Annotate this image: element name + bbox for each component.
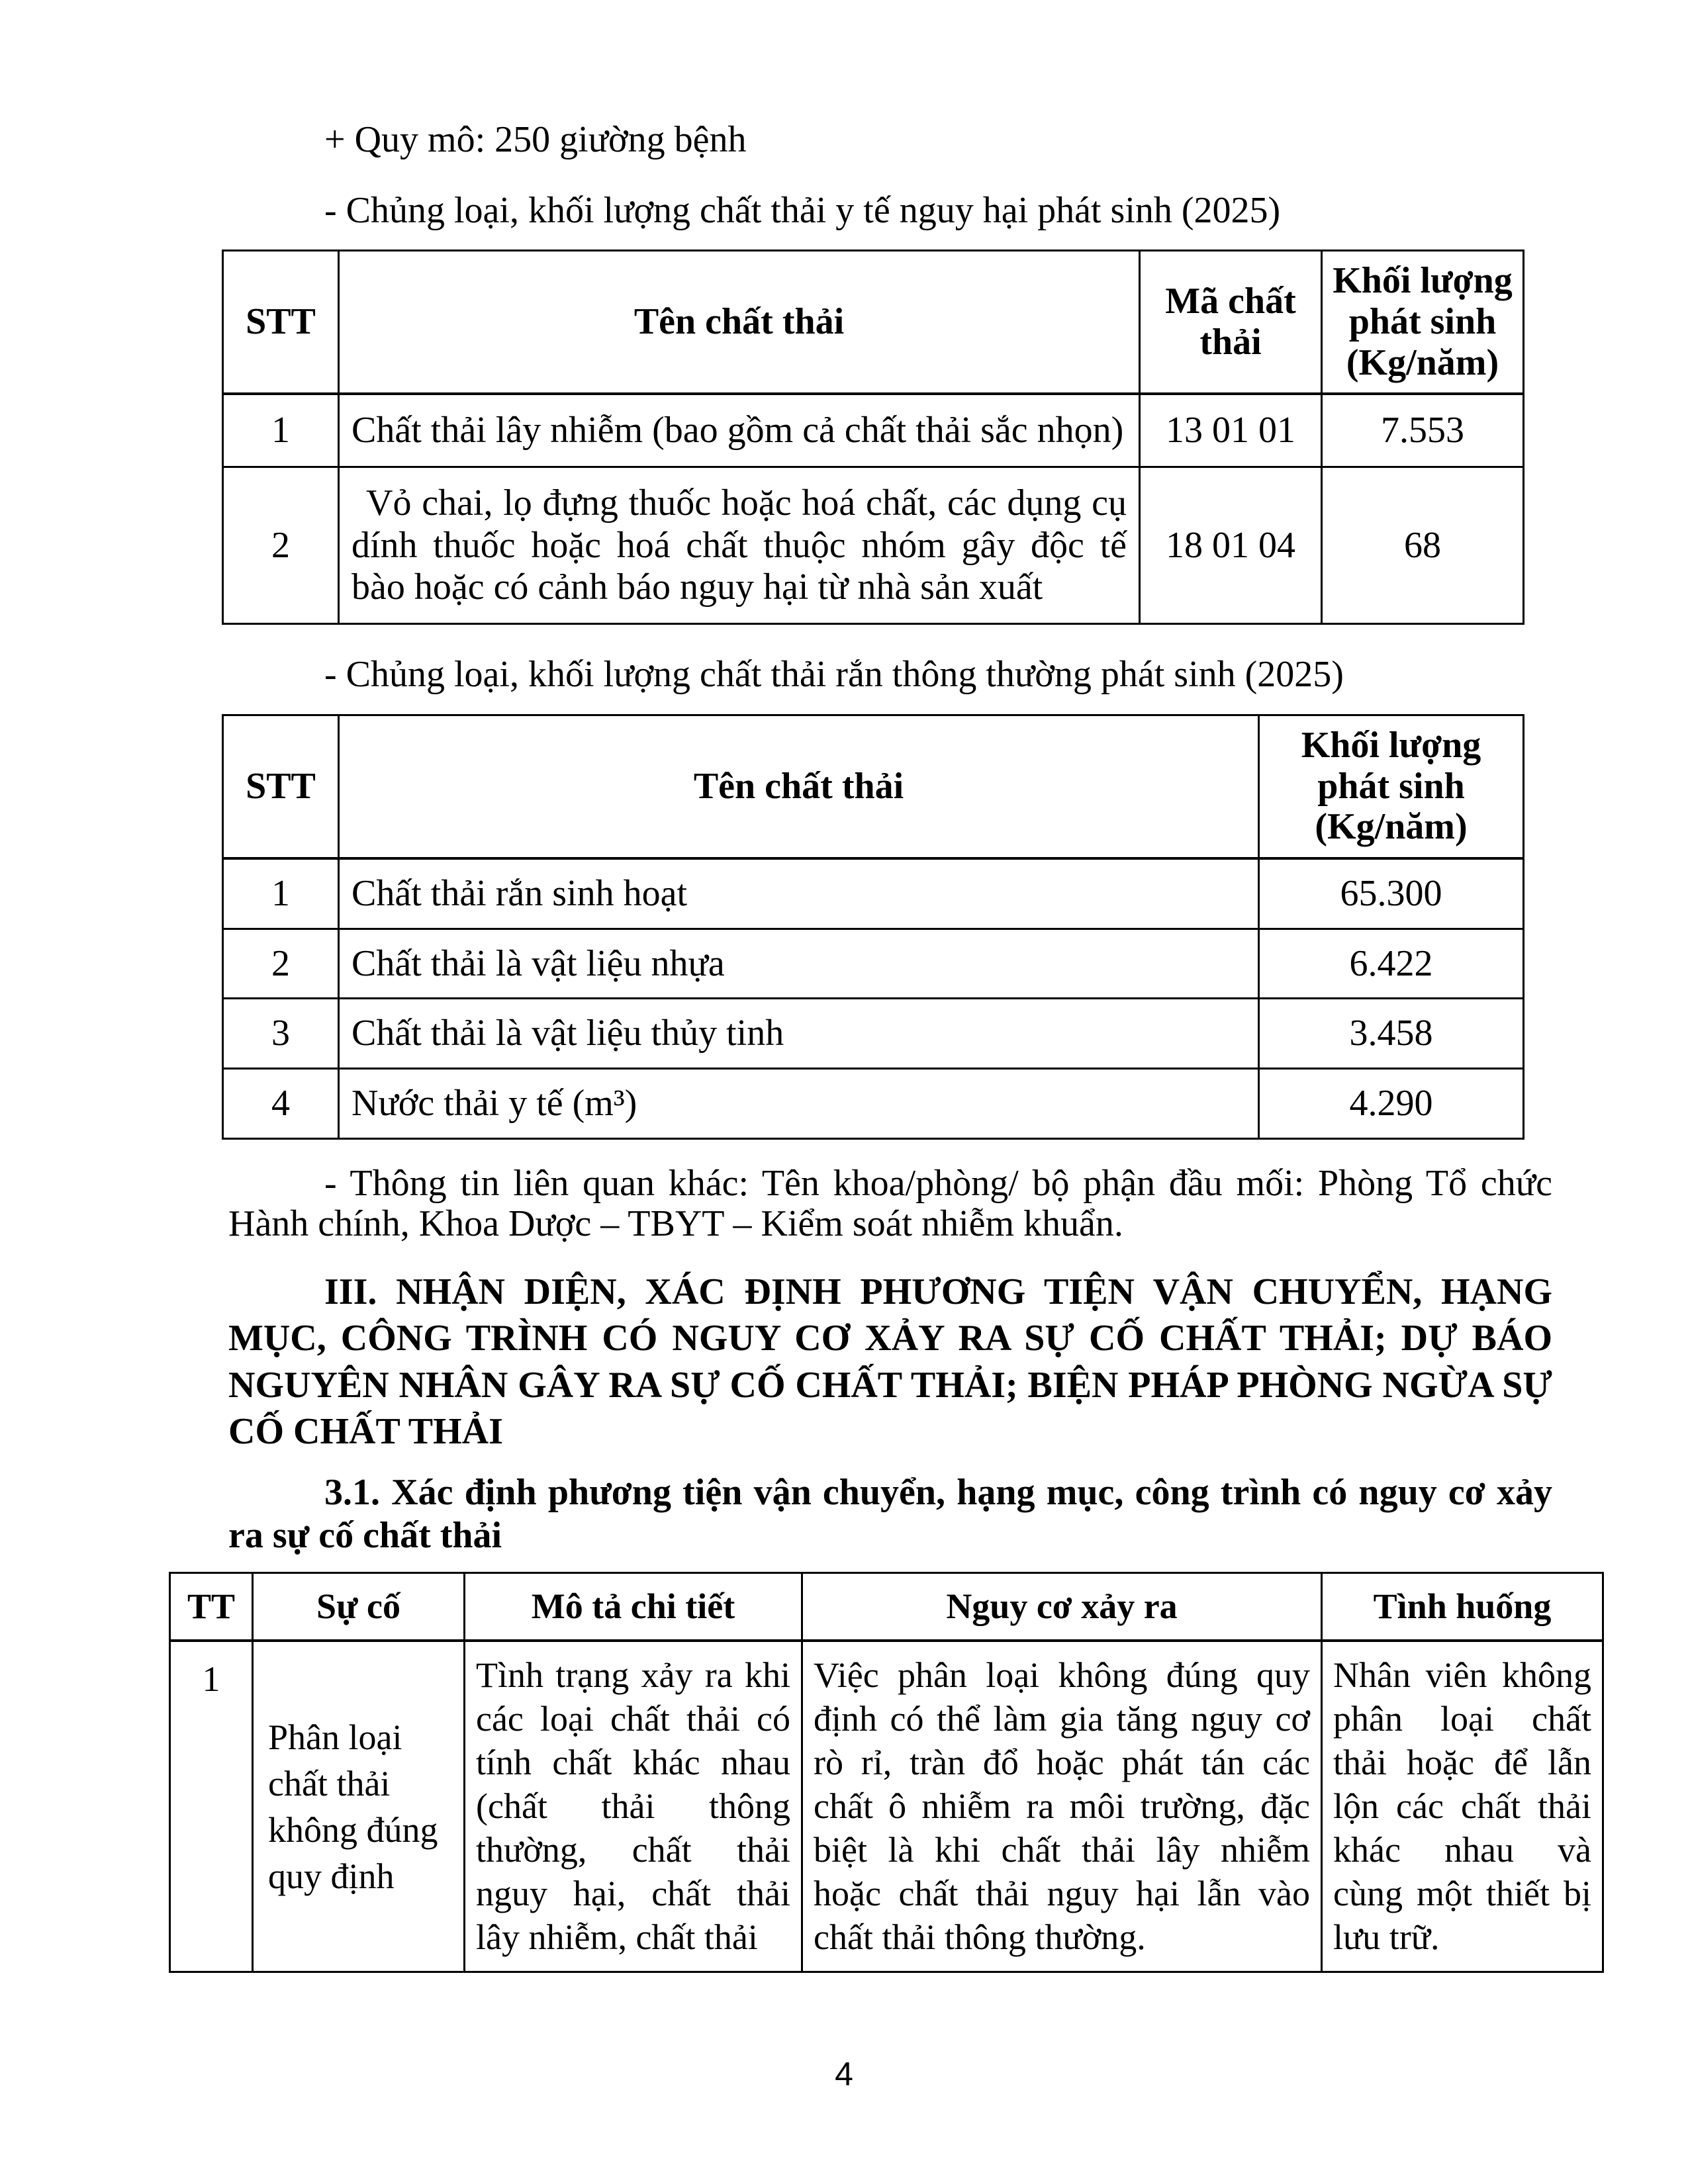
cell-waste-code: 18 01 04 [1140, 467, 1322, 624]
cell-amount: 6.422 [1259, 929, 1524, 999]
cell-waste-name: Nước thải y tế (m³) [339, 1068, 1259, 1138]
header-description: Mô tả chi tiết [465, 1572, 802, 1641]
cell-tt: 1 [170, 1641, 253, 1972]
cell-amount: 3.458 [1259, 999, 1524, 1069]
header-risk: Nguy cơ xảy ra [802, 1572, 1322, 1641]
cell-stt: 1 [223, 858, 339, 929]
header-stt: STT [223, 715, 339, 858]
cell-waste-name: Chất thải là vật liệu thủy tinh [339, 999, 1259, 1069]
table-row [223, 1068, 1524, 1138]
other-info-paragraph: - Thông tin liên quan khác: Tên khoa/phòng/ bộ phận đầu mối: Phòng Tổ chức Hành chính, Khoa Dược – TBYT – Kiểm soát nhiễm khuẩn. [228, 1162, 1552, 1245]
table-header-row [223, 715, 1524, 858]
cell-waste-name: Vỏ chai, lọ đựng thuốc hoặc hoá chất, các dụng cụ dính thuốc hoặc hoá chất thuộc nhóm gây độc tế bào hoặc có cảnh báo nguy hại từ nhà sản xuất [339, 467, 1140, 624]
section-3-heading: III. NHẬN DIỆN, XÁC ĐỊNH PHƯƠNG TIỆN VẬN CHUYỂN, HẠNG MỤC, CÔNG TRÌNH CÓ NGUY CƠ XẢY RA SỰ CỐ CHẤT THẢI; DỰ BÁO NGUYÊN NHÂN GÂY RA SỰ CỐ CHẤT THẢI; BIỆN PHÁP PHÒNG NGỪA SỰ CỐ CHẤT THẢI [228, 1271, 1552, 1453]
cell-risk: Việc phân loại không đúng quy định có thể làm gia tăng nguy cơ rò rỉ, tràn đổ hoặc phát tán các chất ô nhiễm ra môi trường, đặc biệt là khi chất thải lây nhiễm hoặc chất thải nguy hại lẫn vào chất thải thông thường. [802, 1641, 1322, 1972]
header-waste-name: Tên chất thải [339, 715, 1259, 858]
table-row [223, 394, 1524, 467]
table-row [223, 999, 1524, 1069]
cell-amount: 4.290 [1259, 1068, 1524, 1138]
incident-risk-table [169, 1572, 1604, 1974]
header-stt: STT [223, 251, 339, 394]
cell-stt: 1 [223, 394, 339, 467]
hazardous-waste-table [222, 250, 1524, 625]
cell-waste-name: Chất thải rắn sinh hoạt [339, 858, 1259, 929]
ordinary-waste-table [222, 714, 1524, 1140]
cell-situation: Nhân viên không phân loại chất thải hoặc để lẫn lộn các chất thải khác nhau và cùng một thiết bị lưu trữ. [1322, 1641, 1603, 1972]
table-row [170, 1641, 1603, 1972]
table-header-row [170, 1572, 1603, 1641]
table-row [223, 858, 1524, 929]
cell-amount: 7.553 [1322, 394, 1524, 467]
table-row [223, 929, 1524, 999]
header-amount: Khối lượng phát sinh (Kg/năm) [1322, 251, 1524, 394]
table-header-row [223, 251, 1524, 394]
cell-stt: 4 [223, 1068, 339, 1138]
cell-incident: Phân loại chất thải không đúng quy định [253, 1641, 465, 1972]
cell-stt: 2 [223, 929, 339, 999]
header-situation: Tình huống [1322, 1572, 1603, 1641]
scale-line: + Quy mô: 250 giường bệnh [324, 119, 747, 160]
cell-description: Tình trạng xảy ra khi các loại chất thải có tính chất khác nhau (chất thải thông thường, chất thải nguy hại, chất thải lây nhiễm, chất thải [465, 1641, 802, 1972]
caption-ordinary-waste: - Chủng loại, khối lượng chất thải rắn thông thường phát sinh (2025) [324, 654, 1344, 696]
header-waste-code: Mã chất thải [1140, 251, 1322, 394]
cell-waste-name: Chất thải là vật liệu nhựa [339, 929, 1259, 999]
header-amount: Khối lượng phát sinh (Kg/năm) [1259, 715, 1524, 858]
cell-waste-code: 13 01 01 [1140, 394, 1322, 467]
cell-waste-name: Chất thải lây nhiễm (bao gồm cả chất thải sắc nhọn) [339, 394, 1140, 467]
header-waste-name: Tên chất thải [339, 251, 1140, 394]
page-number: 4 [835, 2056, 853, 2093]
table-row [223, 467, 1524, 624]
section-3-1-heading: 3.1. Xác định phương tiện vận chuyển, hạng mục, công trình có nguy cơ xảy ra sự cố chất thải [228, 1472, 1552, 1556]
caption-hazardous-waste: - Chủng loại, khối lượng chất thải y tế nguy hại phát sinh (2025) [324, 189, 1281, 231]
header-incident: Sự cố [253, 1572, 465, 1641]
cell-stt: 3 [223, 999, 339, 1069]
cell-amount: 68 [1322, 467, 1524, 624]
header-tt: TT [170, 1572, 253, 1641]
cell-stt: 2 [223, 467, 339, 624]
cell-amount: 65.300 [1259, 858, 1524, 929]
